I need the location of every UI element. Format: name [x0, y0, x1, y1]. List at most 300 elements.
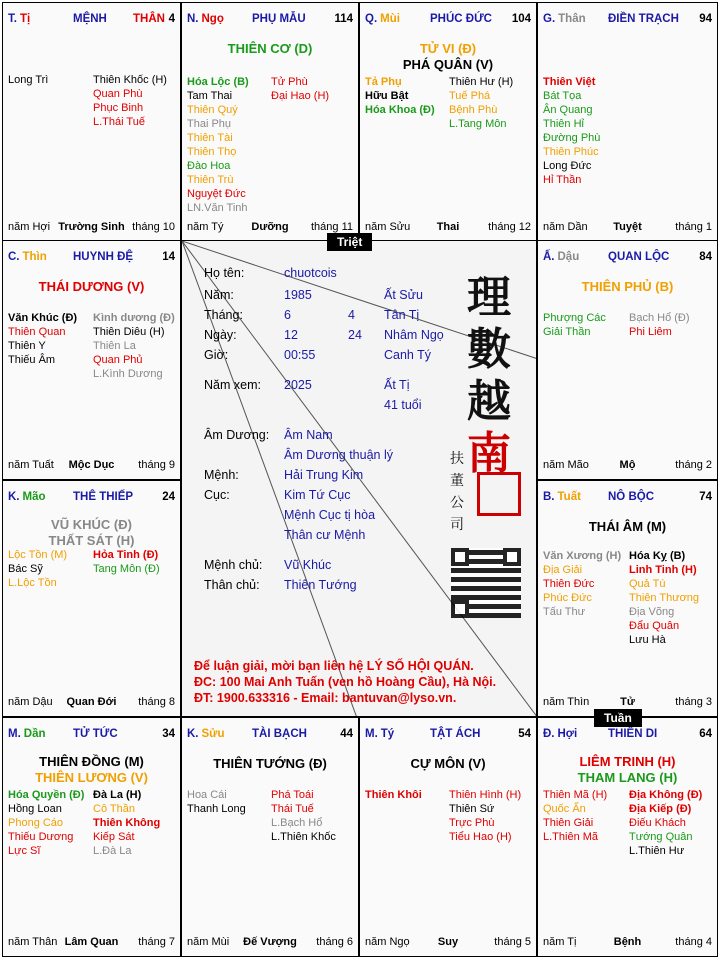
- palace-name: MỆNH: [73, 13, 107, 25]
- palace-month: tháng 3: [675, 696, 712, 708]
- info-than-chu: Thiên Tướng: [284, 578, 357, 592]
- qr-corner-tl: [451, 548, 469, 566]
- palace-header: [8, 251, 175, 263]
- info-cuc3: Thân cư Mệnh: [284, 528, 366, 542]
- star-item: Hóa Quyền (Đ): [8, 789, 85, 801]
- palace-year: năm Thân: [8, 936, 58, 948]
- palace-month: tháng 2: [675, 459, 712, 471]
- palace-header: [8, 728, 175, 740]
- palace-stage: Quan Đới: [66, 696, 117, 708]
- left-stars: [543, 788, 607, 844]
- palace-stem: G.: [543, 13, 556, 25]
- star-item: Phi Liêm: [629, 326, 672, 338]
- right-stars: [449, 75, 513, 131]
- palace-footer: [8, 936, 175, 948]
- palace-number: 64: [699, 728, 712, 740]
- palace-stem: B.: [543, 491, 555, 503]
- palace-name: ĐIỀN TRẠCH: [608, 13, 679, 25]
- main-star: THẤT SÁT (H): [48, 533, 135, 548]
- star-item: Thiên Khôi: [365, 789, 422, 801]
- star-item: Thiếu Âm: [8, 354, 56, 366]
- palace-footer: [187, 936, 353, 948]
- palace-header: [8, 491, 175, 503]
- star-item: Bát Tọa: [543, 90, 582, 102]
- palace-branch: Sửu: [201, 728, 225, 740]
- palace-stage: Dưỡng: [251, 221, 289, 233]
- star-item: Địa Không (Đ): [629, 789, 703, 801]
- main-star: TỬ VI (Đ): [419, 41, 477, 56]
- palace-header: [543, 491, 712, 503]
- star-item: Địa Giải: [543, 564, 583, 576]
- palace-branch: Thìn: [22, 251, 47, 263]
- right-stars: [449, 788, 521, 844]
- left-stars: [543, 311, 606, 339]
- side-char-2: 董: [450, 473, 464, 489]
- star-item: Thiên Giải: [543, 817, 594, 829]
- star-item: Đường Phù: [543, 132, 601, 144]
- info-ho-ten: chuotcois: [284, 266, 337, 280]
- contact-line-2: ĐC: 100 Mai Anh Tuấn (ven hồ Hoàng Cầu), Hà Nội.: [194, 675, 497, 689]
- star-item: Lưu Hà: [629, 634, 666, 646]
- palace-stem: Q.: [365, 13, 378, 25]
- palace-year: năm Sửu: [365, 221, 411, 233]
- star-item: Lộc Tồn (M): [8, 549, 68, 561]
- star-item: Đại Hao (H): [271, 90, 330, 102]
- palace-number: 14: [162, 251, 175, 263]
- right-stars: [629, 549, 699, 647]
- left-stars: [365, 788, 422, 802]
- palace-name: THÊ THIẾP: [73, 491, 134, 503]
- star-item: Thiên Hỉ: [543, 118, 584, 130]
- left-stars: [8, 788, 84, 858]
- contact-line-3: ĐT: 1900.633316 - Email: bantuvan@lyso.vn.: [194, 691, 457, 705]
- palace-header: [365, 728, 531, 740]
- palace-suu[interactable]: [181, 717, 359, 957]
- star-item: LN.Văn Tinh: [187, 202, 248, 214]
- palace-stage: Mộc Dục: [68, 459, 115, 471]
- star-item: Thiên Thương: [629, 592, 700, 604]
- star-item: Văn Khúc (Đ): [8, 312, 78, 324]
- main-star: THIÊN PHỦ (B): [581, 279, 674, 294]
- palace-dan[interactable]: [2, 717, 181, 957]
- info-cuc2: Mệnh Cục tị hòa: [284, 508, 376, 522]
- star-item: L.Tang Môn: [449, 118, 507, 130]
- palace-branch: Mão: [22, 491, 46, 503]
- right-stars: [629, 788, 702, 858]
- palace-month: tháng 5: [494, 936, 531, 948]
- info-menh-chu: Vũ Khúc: [284, 558, 332, 572]
- star-item: Thiên Hình (H): [449, 789, 522, 801]
- star-item: L.Thiên Khốc: [271, 831, 336, 843]
- star-item: Thiên Mã (H): [543, 789, 608, 801]
- palace-name: QUAN LỘC: [608, 251, 670, 263]
- right-stars: [271, 788, 336, 844]
- star-item: Hữu Bật: [365, 90, 409, 102]
- main-star: LIÊM TRINH (H): [579, 754, 676, 769]
- palace-month: tháng 10: [132, 221, 175, 233]
- palace-ty[interactable]: [359, 717, 537, 957]
- palace-month: tháng 4: [675, 936, 712, 948]
- star-item: Quan Phủ: [93, 354, 143, 366]
- star-item: Tuế Phá: [449, 90, 491, 102]
- main-star: CỰ MÔN (V): [410, 756, 486, 771]
- star-item: Phá Toái: [271, 789, 314, 801]
- star-item: Thiên Hư (H): [449, 76, 514, 88]
- right-stars: [93, 788, 160, 858]
- star-item: Giải Thần: [543, 326, 591, 338]
- palace-branch: Tị: [19, 13, 31, 25]
- star-item: Thái Tuế: [271, 803, 314, 815]
- info-thang: 6: [284, 308, 291, 322]
- triet-tag: Triệt: [327, 233, 372, 251]
- palace-footer: [543, 459, 712, 471]
- side-char-1: 扶: [450, 451, 464, 467]
- star-item: Ân Quang: [543, 104, 593, 116]
- star-item: Tả Phụ: [365, 76, 402, 88]
- palace-stem: C.: [8, 251, 20, 263]
- palace-header: [8, 13, 175, 25]
- star-item: Thiên Y: [8, 340, 46, 352]
- side-char-3: 公: [450, 495, 464, 511]
- star-item: Cô Thần: [93, 803, 135, 815]
- star-item: Phong Cáo: [8, 817, 64, 829]
- palace-stage: Mộ: [619, 459, 636, 471]
- star-item: L.Lộc Tồn: [8, 577, 57, 589]
- palace-footer: [365, 221, 531, 233]
- palace-month: tháng 7: [138, 936, 175, 948]
- star-item: Hỉ Thần: [543, 174, 582, 186]
- qr-code[interactable]: [451, 548, 521, 618]
- star-item: Tam Thai: [187, 90, 233, 102]
- palace-year: năm Dậu: [8, 696, 53, 708]
- palace-name: TỬ TỨC: [73, 728, 118, 740]
- palace-month: tháng 8: [138, 696, 175, 708]
- star-item: L.Đà La: [93, 845, 132, 857]
- side-char-4: 司: [450, 517, 464, 533]
- star-item: L.Bạch Hổ: [271, 817, 323, 829]
- palace-year: năm Mão: [543, 459, 589, 471]
- palace-branch: Dần: [23, 728, 46, 740]
- calligraphy-logo: [467, 272, 527, 480]
- info-gio: 00:55: [284, 348, 316, 362]
- info-thang-am: 4: [348, 308, 355, 322]
- left-stars: [365, 75, 435, 117]
- palace-year: năm Mùi: [187, 936, 230, 948]
- star-item: Thiên Sứ: [449, 803, 495, 815]
- palace-number: 114: [334, 13, 353, 25]
- main-star: THIÊN CƠ (D): [227, 41, 313, 56]
- palace-header: [543, 251, 712, 263]
- star-item: Quả Tú: [629, 578, 666, 590]
- palace-footer: [365, 936, 531, 948]
- palace-year: năm Tý: [187, 221, 224, 233]
- palace-name: THIÊN DI: [608, 728, 658, 740]
- star-item: Quan Phù: [93, 88, 143, 100]
- left-stars: [187, 788, 246, 816]
- star-item: Thiên Đức: [543, 578, 595, 590]
- palace-month: tháng 12: [488, 221, 531, 233]
- palace-mui[interactable]: [359, 2, 537, 242]
- palace-name: PHỤ MẪU: [252, 13, 306, 25]
- star-item: Quốc Ấn: [543, 803, 586, 815]
- star-item: Hóa Lộc (B): [187, 76, 249, 88]
- palace-branch: Tý: [380, 728, 395, 740]
- palace-stem: M.: [8, 728, 21, 740]
- palace-number: 84: [699, 251, 712, 263]
- info-nam-label: Năm:: [204, 288, 234, 302]
- palace-year: năm Ngọ: [365, 936, 410, 948]
- left-stars: [8, 311, 77, 367]
- star-item: Văn Xương (H): [543, 550, 622, 562]
- star-item: Đào Hoa: [187, 160, 231, 172]
- palace-stem: T.: [8, 13, 17, 25]
- palace-stem: M.: [365, 728, 378, 740]
- palace-stem: Ấ.: [543, 251, 555, 263]
- palace-footer: [8, 696, 175, 708]
- right-stars: [629, 311, 690, 339]
- star-item: Bác Sỹ: [8, 563, 43, 575]
- palace-stage: Lâm Quan: [64, 936, 119, 948]
- palace-name: PHÚC ĐỨC: [430, 13, 492, 25]
- left-stars: [543, 549, 621, 619]
- palace-year: năm Hợi: [8, 221, 51, 233]
- palace-year: năm Dần: [543, 221, 588, 233]
- star-item: Phượng Các: [543, 312, 606, 324]
- info-nam-xem: 2025: [284, 378, 312, 392]
- palace-stage: Thai: [436, 221, 460, 233]
- palace-header: [365, 13, 531, 25]
- info-thang-can: Tân Tị: [384, 308, 420, 322]
- palace-number: 4: [168, 13, 175, 25]
- star-item: Điếu Khách: [629, 817, 686, 829]
- palace-branch: Thân: [558, 13, 586, 25]
- star-item: Tiểu Hao (H): [449, 831, 512, 843]
- palace-hoi[interactable]: [537, 717, 718, 957]
- star-item: Long Đức: [543, 160, 592, 172]
- star-item: Tử Phù: [271, 76, 308, 88]
- info-ho-ten-label: Họ tên:: [204, 266, 245, 280]
- palace-number: 74: [699, 491, 712, 503]
- star-item: L.Thiên Hư: [629, 845, 685, 857]
- palace-mao[interactable]: [2, 480, 181, 717]
- side-text: [450, 448, 466, 536]
- star-item: Bệnh Phù: [449, 104, 498, 116]
- than-marker: THÂN: [133, 13, 165, 25]
- palace-than[interactable]: [537, 2, 718, 242]
- palace-stem: N.: [187, 13, 199, 25]
- star-item: Thiên Khốc (H): [93, 74, 167, 86]
- palace-stem: K.: [8, 491, 20, 503]
- star-item: L.Thái Tuế: [93, 116, 145, 128]
- info-gio-can: Canh Tý: [384, 348, 432, 362]
- star-item: Thiên La: [93, 340, 136, 352]
- star-item: Thiên Tài: [187, 132, 233, 144]
- star-item: Tang Môn (Đ): [93, 563, 160, 575]
- palace-month: tháng 11: [310, 221, 353, 233]
- palace-footer: [8, 459, 175, 471]
- main-star: THAM LANG (H): [577, 770, 678, 785]
- palace-number: 54: [518, 728, 531, 740]
- palace-number: 34: [162, 728, 175, 740]
- star-item: Thiên Trù: [187, 174, 234, 186]
- palace-stem: K.: [187, 728, 199, 740]
- info-nam-xem-label: Năm xem:: [204, 378, 261, 392]
- star-item: Đà La (H): [93, 789, 142, 801]
- qr-corner-bl: [451, 600, 469, 618]
- palace-dau[interactable]: [537, 240, 718, 480]
- star-item: Bạch Hổ (Đ): [629, 312, 690, 324]
- palace-stage: Suy: [437, 936, 459, 948]
- info-cuc-label: Cục:: [204, 488, 230, 502]
- palace-name: TẬT ÁCH: [430, 728, 481, 740]
- star-item: Nguyệt Đức: [187, 188, 246, 200]
- main-star: THIÊN ĐỒNG (M): [39, 754, 144, 769]
- star-item: Địa Kiếp (Đ): [629, 803, 692, 815]
- palace-thin[interactable]: [2, 240, 181, 480]
- palace-header: [543, 13, 712, 25]
- info-ngay-am: 24: [348, 328, 362, 342]
- palace-branch: Hợi: [557, 728, 578, 740]
- palace-stage: Trường Sinh: [58, 221, 125, 233]
- star-item: Hồng Loan: [8, 803, 62, 815]
- info-ngay-can: Nhâm Ngọ: [384, 328, 444, 342]
- palace-name: TÀI BẠCH: [252, 728, 307, 740]
- right-stars: [271, 75, 329, 103]
- info-nam-xem-can: Ất Tị: [384, 378, 410, 392]
- calli-char-3: 越: [467, 376, 511, 427]
- info-menh-label: Mệnh:: [204, 468, 239, 482]
- star-item: Đẩu Quân: [629, 620, 680, 632]
- palace-tuat[interactable]: [537, 480, 718, 717]
- left-stars: [8, 548, 67, 590]
- palace-branch: Mùi: [380, 13, 400, 25]
- palace-name: HUYNH ĐỆ: [73, 251, 134, 263]
- palace-month: tháng 1: [675, 221, 712, 233]
- star-item: Hoa Cái: [187, 789, 227, 801]
- palace-footer: [543, 221, 712, 233]
- left-stars: [187, 75, 249, 215]
- star-item: Phục Binh: [93, 102, 144, 114]
- palace-branch: Dậu: [557, 251, 580, 263]
- star-item: Thiên Không: [93, 817, 161, 829]
- right-stars: [93, 548, 160, 576]
- star-item: L.Thiên Mã: [543, 831, 599, 843]
- palace-footer: [8, 221, 175, 233]
- star-item: Thiên Quý: [187, 104, 238, 116]
- main-star: THÁI ÂM (M): [588, 519, 667, 534]
- star-item: Thiên Thọ: [187, 146, 237, 158]
- left-stars: [543, 75, 600, 187]
- info-ngay-label: Ngày:: [204, 328, 237, 342]
- palace-number: 94: [699, 13, 712, 25]
- star-item: Thai Phụ: [187, 118, 232, 130]
- palace-stem: Đ.: [543, 728, 555, 740]
- info-menh: Hải Trung Kim: [284, 468, 364, 482]
- main-star: PHÁ QUÂN (V): [402, 57, 494, 72]
- star-item: Linh Tinh (H): [629, 564, 697, 576]
- info-than-chu-label: Thân chủ:: [204, 578, 260, 592]
- star-item: Hỏa Tinh (Đ): [93, 549, 159, 561]
- star-item: Thiên Việt: [543, 76, 596, 88]
- star-item: Tướng Quân: [629, 831, 693, 843]
- palace-footer: [187, 221, 353, 233]
- star-item: Kiếp Sát: [93, 831, 135, 843]
- palace-year: năm Thìn: [543, 696, 590, 708]
- calli-char-4: 南: [467, 428, 511, 479]
- red-seal: [477, 472, 521, 516]
- contact-line-1: Để luận giải, mời bạn liên hệ LÝ SỐ HỘI QUÁN.: [194, 659, 474, 673]
- palace-number: 24: [162, 491, 175, 503]
- main-star: THIÊN TƯỚNG (Đ): [213, 756, 327, 771]
- palace-ngo[interactable]: [181, 2, 359, 242]
- info-tuoi: 41 tuổi: [384, 398, 422, 412]
- right-stars: [93, 311, 175, 381]
- tuan-tag: Tuần: [594, 709, 642, 727]
- palace-header: [187, 728, 353, 740]
- star-item: Hóa Khoa (Đ): [365, 104, 435, 116]
- palace-header: [187, 13, 353, 25]
- star-item: Thiếu Dương: [8, 831, 74, 843]
- main-star: THIÊN LƯƠNG (V): [35, 770, 148, 785]
- star-item: Lực Sĩ: [8, 845, 41, 857]
- calli-char-1: 理: [467, 272, 511, 323]
- palace-month: tháng 9: [138, 459, 175, 471]
- star-item: L.Kình Dương: [93, 368, 163, 380]
- palace-year: năm Tị: [543, 936, 577, 948]
- left-stars: [8, 73, 48, 87]
- star-item: Thiên Diêu (H): [93, 326, 165, 338]
- palace-stage: Đế Vượng: [243, 936, 297, 948]
- main-star: THÁI DƯƠNG (V): [38, 279, 145, 294]
- star-item: Thiên Phúc: [543, 146, 599, 158]
- main-star: VŨ KHÚC (Đ): [51, 517, 132, 532]
- info-cuc: Kim Tứ Cục: [284, 488, 351, 502]
- info-ngay: 12: [284, 328, 298, 342]
- palace-branch: Tuất: [557, 491, 581, 503]
- palace-stage: Tử: [620, 696, 635, 708]
- info-am-duong2: Âm Dương thuận lý: [284, 448, 393, 462]
- palace-month: tháng 6: [316, 936, 353, 948]
- palace-name: NÔ BỘC: [608, 491, 654, 503]
- info-am-duong: Âm Nam: [284, 428, 333, 442]
- palace-year: năm Tuất: [8, 459, 54, 471]
- info-nam: 1985: [284, 288, 312, 302]
- star-item: Long Trì: [8, 74, 49, 86]
- palace-ti[interactable]: [2, 2, 181, 242]
- star-item: Trực Phù: [449, 817, 495, 829]
- calli-char-2: 數: [467, 324, 511, 375]
- palace-stage: Tuyệt: [613, 221, 642, 233]
- star-item: Phúc Đức: [543, 592, 592, 604]
- right-stars: [93, 73, 167, 129]
- star-item: Thanh Long: [187, 803, 246, 815]
- info-gio-label: Giờ:: [204, 348, 229, 362]
- palace-header: [543, 728, 712, 740]
- palace-stage: Bệnh: [613, 936, 642, 948]
- qr-corner-tr: [503, 548, 521, 566]
- palace-number: 104: [511, 13, 531, 25]
- palace-number: 44: [340, 728, 353, 740]
- star-item: Thiên Quan: [8, 326, 66, 338]
- info-menh-chu-label: Mệnh chủ:: [204, 558, 263, 572]
- star-item: Kình dương (Đ): [93, 312, 175, 324]
- palace-branch: Ngọ: [201, 13, 224, 25]
- star-item: Hóa Kỵ (B): [629, 550, 686, 562]
- palace-footer: [543, 696, 712, 708]
- palace-footer: [543, 936, 712, 948]
- info-nam-can: Ất Sửu: [384, 288, 423, 302]
- star-item: Tấu Thư: [543, 606, 586, 618]
